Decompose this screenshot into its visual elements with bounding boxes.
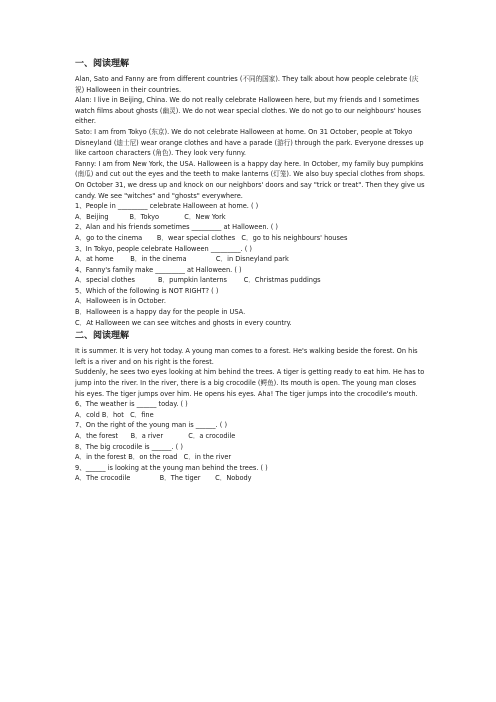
question-2-options: A．go to the cinema B．wear special clothes C．go to his neighbours' houses [75, 233, 348, 242]
question-9: 9、______ is looking at the young man behind the trees. ( ) [75, 463, 268, 472]
question-1-options: A．Beijing B．Tokyo C．New York [75, 212, 226, 221]
question-3-options: A．at home B．in the cinema C．in Disneyland park [75, 255, 289, 264]
question-5-options: A．Halloween is in October. B．Halloween is a happy day for the people in USA. C．At Halloween we can see witches and ghosts in every country. [75, 297, 292, 327]
question-7-options: A．the forest B．a river C．a crocodile [75, 432, 236, 440]
question-8: 8、The big crocodile is ______. ( ) [75, 442, 183, 451]
passage-1-intro: Alan, Sato and Fanny are from different countries (不同的国家). They talk about how people celebrate (庆祝) Halloween in their countries. [75, 75, 419, 94]
section-2-title: 二、阅读理解 [75, 331, 130, 342]
question-2: 2、Alan and his friends sometimes _________ at Halloween. ( ) [75, 223, 278, 232]
question-7: 7、On the right of the young man is ______. ( ) [75, 421, 228, 430]
question-5: 5、Which of the following is NOT RIGHT? ( ) [75, 286, 219, 295]
question-4: 4、Fanny's family make _________ at Halloween. ( ) [75, 265, 242, 274]
question-6-options: A．cold B．hot C．fine [75, 410, 154, 419]
question-3: 3、In Tokyo, people celebrate Halloween _________. ( ) [75, 244, 252, 253]
passage-1-sato: Sato: I am from Tokyo (东京). We do not celebrate Halloween at home. On 31 October, people at Tokyo Disneyland (迪士尼) wear orange clothes and have a parade (游行) through the park. Everyone dresses up like cartoon characters (角色). They look very funny. [75, 127, 424, 158]
passage-1-alan: Alan: I live in Beijing, China. We do not really celebrate Halloween here, but my friends and I sometimes watch films about ghosts (幽灵). We do not wear special clothes. We do not go to our neighbours' houses either. [75, 96, 422, 126]
question-1: 1、People in _________ celebrate Halloween at home. ( ) [75, 202, 259, 211]
passage-1-fanny: Fanny: I am from New York, the USA. Halloween is a happy day here. In October, my family buy pumpkins (南瓜) and cut out the eyes and the teeth to make lanterns (灯笼). We also buy special clothes from shops. On October 31, we dress up and knock on our neighbors' doors and say "trick or treat". Then they give us candy. We see "witches" and "ghosts" everywhere. [75, 159, 426, 200]
document-page [75, 58, 427, 484]
passage-2-para-1: It is summer. It is very hot today. A young man comes to a forest. He's walking beside the forest. On his left is a river and on his right is the forest. [75, 347, 418, 366]
question-9-options: A．The crocodile B．The tiger C．Nobody [75, 474, 252, 483]
question-6: 6、The weather is ______ today. ( ) [75, 400, 188, 409]
question-8-options: A．in the forest B．on the road C．in the river [75, 453, 232, 462]
passage-2-para-2: Suddenly, he sees two eyes looking at him behind the trees. A tiger is getting ready to eat him. He has to jump into the river. In the river, there is a big crocodile (鳄鱼). Its mouth is open. The young man closes his eyes. The tiger jumps over him. He opens his eyes. Aha! The tiger jumps into the crocodile's mouth. [75, 368, 425, 398]
section-1-title: 一、阅读理解 [75, 59, 130, 69]
question-4-options: A．special clothes B．pumpkin lanterns C．Christmas puddings [75, 276, 321, 285]
